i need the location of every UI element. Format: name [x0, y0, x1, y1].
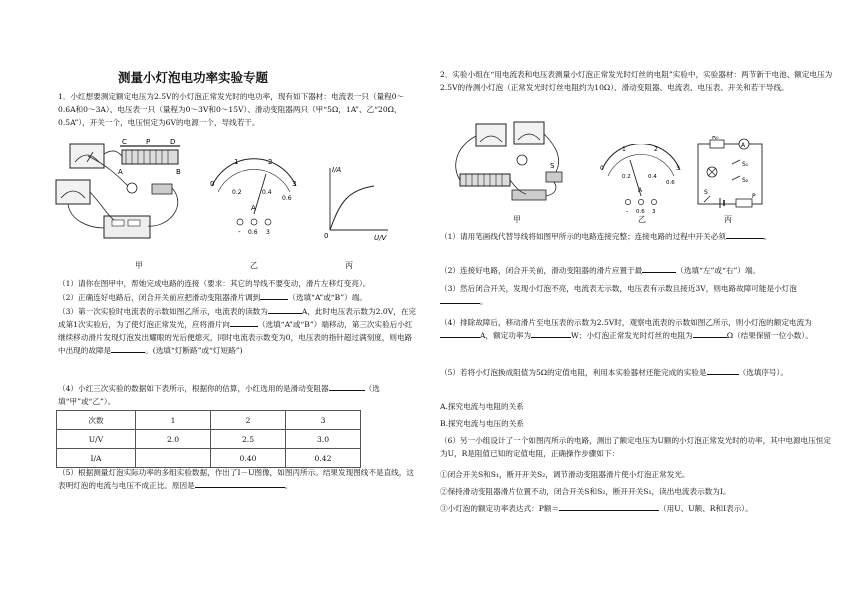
q2-meter-tick-4: 0.2 — [622, 174, 631, 180]
q1-graph-xlabel: U/V — [374, 234, 387, 242]
q1-blank-3[interactable] — [230, 318, 258, 327]
q2-step2-tail: （选填“左”或“右”）端。 — [676, 266, 761, 275]
q1-meter-tick-5: 0.4 — [262, 189, 272, 196]
svg-text:P: P — [146, 138, 151, 146]
q1-meter-tick-1: 1 — [234, 158, 239, 166]
table-row — [57, 430, 361, 449]
q1-step2 — [58, 291, 418, 304]
q2-meter-tick-9: 0.6 — [636, 209, 645, 214]
q2-step5-tail: （选填序号）。 — [738, 368, 788, 377]
svg-text:A: A — [741, 142, 746, 149]
q2-meter-tick-1: 1 — [622, 146, 626, 153]
q2-blank-8[interactable] — [559, 502, 659, 511]
q2-meter-tick-8: - — [626, 208, 629, 214]
q1-data-table — [56, 410, 361, 468]
table-cell: I/A — [57, 449, 136, 468]
q1-figure-jia — [48, 136, 196, 248]
q2-step2-text: （2）连接好电路，闭合开关前，滑动变阻器的滑片应置于最 — [440, 266, 643, 275]
q1-step4-tail: （选填“甲”或“乙”）。 — [58, 384, 380, 406]
q2-option-a: A.探究电流与电阻的关系 — [440, 402, 524, 411]
q1-step4 — [58, 382, 418, 408]
q2-meter-tick-5: 0.4 — [648, 174, 657, 180]
q1-step3-tail: 。(选填“灯断路”或“灯短路”) — [145, 346, 243, 355]
q2-step1-text: （1）请用笔画线代替导线将如图甲所示的电路连接完整；连接电路的过程中开关必须 — [440, 232, 726, 241]
table-cell: 0.40 — [211, 449, 286, 468]
q1-step3-text2: A，此时电压表示数为2.0V，在完成第1次实验后，为了使灯泡正常发光，应将滑片向 — [58, 307, 417, 329]
q1-step1: （1）请你在图甲中，帮她完成电路的连接（要求：其它的导线不要变动，滑片左移灯变亮）。 — [58, 279, 371, 288]
q2-step4-text: （4）排除故障后，移动滑片至电压表的示数为2.5V时，观察电流表的示数如图乙所示，则小灯泡的额定电流为 — [440, 318, 812, 327]
q1-figure-bing — [316, 162, 396, 242]
q2-blank-4[interactable] — [440, 329, 480, 338]
q1-step5-tail: 。 — [284, 481, 293, 490]
q1-meter-tick-3: 3 — [292, 180, 297, 188]
page-title: 测量小灯泡电功率实验专题 — [118, 70, 269, 85]
q2-blank-5[interactable] — [531, 329, 571, 338]
q1-graph-origin: 0 — [324, 232, 329, 240]
table-cell: 次数 — [57, 411, 136, 430]
svg-text:S₂: S₂ — [742, 177, 749, 184]
q2-blank-3[interactable] — [440, 295, 480, 304]
q1-fig-label-yi: 乙 — [250, 261, 258, 270]
q2-figure-yi — [596, 144, 686, 214]
q1-blank-1[interactable] — [260, 291, 288, 300]
q2-step4-text2: A，额定功率为 — [480, 331, 532, 340]
q2-step4 — [440, 316, 834, 342]
table-row — [57, 449, 361, 468]
q1-step5-text: （5）根据测量灯泡实际功率的多组实验数据，作出了I－U图像，如图丙所示。结果发现图线不是直线，这表明灯泡的电流与电压不成正比。原因是 — [58, 468, 414, 490]
table-cell: 3.0 — [286, 430, 361, 449]
svg-text:R₀: R₀ — [712, 136, 719, 141]
svg-text:B: B — [176, 168, 181, 176]
svg-text:S: S — [550, 162, 555, 170]
q2-step1-tail: 。 — [763, 232, 772, 241]
q1-step3 — [58, 305, 418, 357]
q1-blank-6[interactable] — [195, 479, 285, 488]
q1-figure-yi — [204, 156, 304, 236]
q2-blank-1[interactable] — [726, 230, 764, 239]
q2-step6-3 — [440, 502, 834, 515]
q1-step5 — [58, 466, 418, 492]
q2-meter-tick-6: 0.6 — [666, 180, 675, 186]
q2-option-b: B.探究电流与电压的关系 — [440, 419, 524, 428]
q1-blank-4[interactable] — [111, 344, 145, 353]
svg-text:C: C — [122, 138, 127, 146]
q2-step6: （6）另一小组设计了一个如图丙所示的电路，测出了额定电压为U额的小灯泡正常发光时的功率，其中电源电压恒定为U，R是阻值已知的定值电阻，正确操作步骤如下： — [440, 436, 831, 458]
q2-blank-7[interactable] — [707, 366, 739, 375]
q2-figure-jia — [446, 118, 566, 216]
q1-fig-label-bing: 丙 — [345, 261, 353, 270]
q2-step3 — [440, 282, 834, 308]
q1-meter-tick-10: 3 — [266, 229, 270, 236]
q1-meter-tick-8: - — [238, 228, 241, 236]
q2-meter-tick-0: 0 — [600, 165, 604, 172]
svg-text:S: S — [704, 189, 708, 196]
q2-fig-label-jia: 甲 — [513, 215, 521, 224]
q2-step5 — [440, 366, 834, 379]
table-cell: U/V — [57, 430, 136, 449]
q1-step2-text: （2）正确连好电路后，闭合开关前应把滑动变阻器滑片调到 — [58, 293, 261, 302]
q2-fig-label-yi: 乙 — [638, 215, 646, 224]
svg-text:S₁: S₁ — [742, 161, 749, 168]
q1-intro: 1．小红想要测定额定电压为2.5V的小灯泡正常发光时的电功率，现有如下器材：电流表一只（量程0～0.6A和0～3A）、电压表一只（量程为0～3V和0～15V）、滑动变阻器两只（甲“5Ω，1A”、乙“20Ω，0.5A”），开关一个，电压恒定为6V的电源一个，导线若干。 — [58, 92, 405, 127]
q2-step5-text: （5）若将小灯泡换成阻值为5Ω的定值电阻，利用本实验器材还能完成的实验是 — [440, 368, 707, 377]
q2-intro: 2．实验小组在“用电流表和电压表测量小灯泡正常发光时灯丝的电阻”实验中，实验器材：两节新干电池、额定电压为2.5V的待测小灯泡（正常发光时灯丝电阻约为10Ω）、滑动变阻器、电流表、电压表、开关和若干导线。 — [440, 70, 833, 92]
table-cell: 2 — [211, 411, 286, 430]
q2-blank-6[interactable] — [693, 329, 727, 338]
q1-fig-label-jia: 甲 — [135, 261, 143, 270]
q2-meter-tick-2: 2 — [654, 146, 658, 153]
q1-meter-tick-0: 0 — [210, 180, 215, 188]
table-cell: 2.5 — [211, 430, 286, 449]
q1-blank-5[interactable] — [329, 382, 365, 391]
table-cell: 0.42 — [286, 449, 361, 468]
table-cell: 2.0 — [136, 430, 211, 449]
q1-meter-tick-6: 0.6 — [282, 195, 292, 202]
q1-meter-tick-2: 2 — [268, 158, 273, 166]
q1-step4-text: （4）小红三次实验的数据如下表所示，根据你的估算，小红选用的是滑动变阻器 — [58, 384, 329, 393]
q2-fig-label-bing: 丙 — [724, 215, 732, 224]
q2-meter-tick-10: 3 — [652, 209, 656, 214]
table-cell: 3 — [286, 411, 361, 430]
q2-step1 — [440, 230, 834, 243]
q2-meter-tick-7: A — [638, 187, 643, 194]
q2-meter-tick-3: 3 — [676, 165, 680, 172]
q2-step6-1: ①闭合开关S和S₁，断开开关S₂，调节滑动变阻器滑片使小灯泡正常发光。 — [440, 470, 690, 479]
q2-step2 — [440, 264, 834, 277]
svg-text:A: A — [118, 168, 123, 176]
q1-meter-tick-4: 0.2 — [232, 189, 242, 196]
q1-meter-tick-9: 0.6 — [248, 229, 258, 236]
table-cell[interactable] — [136, 449, 211, 468]
q1-step3-text3: （选填“A”或“B”）端移动，第三次实验后小红继续移动滑片发现灯泡发出耀眼的光后便熄灭，同时电流表示数变为0，电压表的指针超过满刻度，则电路中出现的故障是 — [58, 320, 413, 355]
q1-blank-2[interactable] — [268, 305, 302, 314]
q1-meter-tick-7: A — [251, 204, 256, 212]
q2-step3-tail: 。 — [480, 297, 488, 306]
q1-graph-ylabel: I/A — [332, 166, 342, 174]
q1-step2-tail: （选填“A”或“B”）端。 — [288, 293, 367, 302]
q1-step3-text: （3）第一次实验时电流表的示数如图乙所示，电流表的读数为 — [58, 307, 268, 316]
q2-step6-2: ②保持滑动变阻器滑片位置不动，闭合开关S和S₂，断开开关S₁，读出电流表示数为I。 — [440, 487, 731, 496]
q2-figure-bing — [690, 136, 768, 212]
q2-step4-text3: W；小灯泡正常发光时灯丝的电阻为 — [571, 331, 693, 340]
table-row — [57, 411, 361, 430]
q2-step6-3-text: ③小灯泡的额定功率表达式：P额＝ — [440, 504, 560, 513]
q2-blank-2[interactable] — [642, 264, 676, 273]
q2-step4-tail: Ω（结果保留一位小数）。 — [726, 331, 813, 340]
svg-text:D: D — [170, 138, 176, 146]
q2-step6-3-tail: （用U、U额、R和I表示）。 — [659, 504, 753, 513]
svg-text:P: P — [752, 193, 756, 200]
q2-step3-text: （3）然后闭合开关，发现小灯泡不亮，电流表无示数，电压表有示数且接近3V，则电路故障可能是小灯泡 — [440, 284, 797, 293]
table-cell: 1 — [136, 411, 211, 430]
